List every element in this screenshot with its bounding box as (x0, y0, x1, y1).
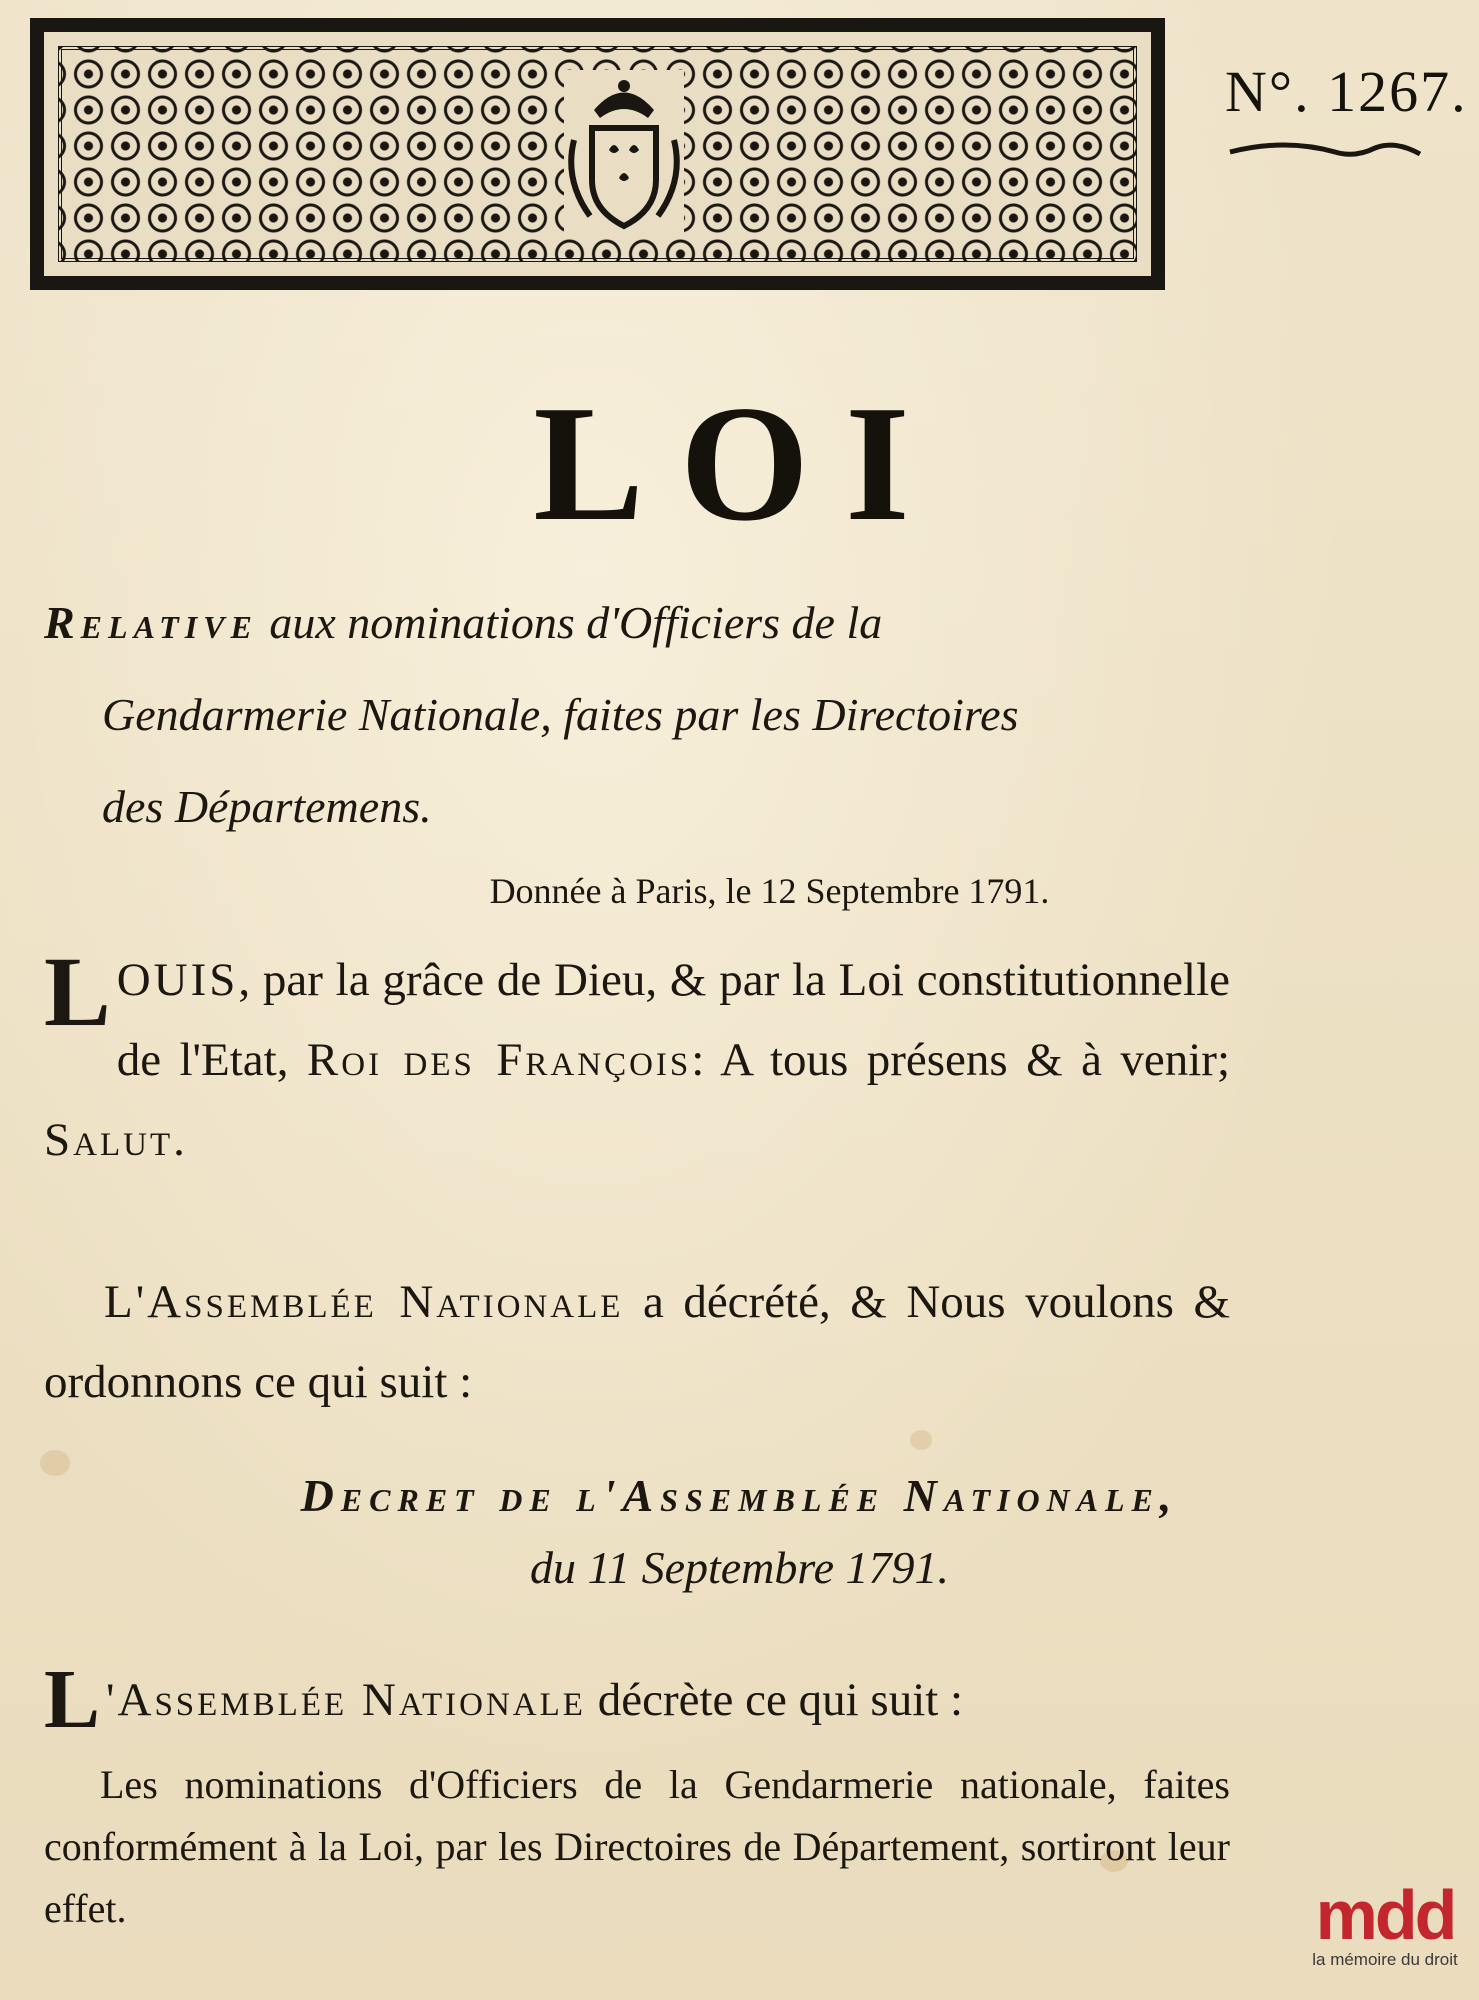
decret-heading-line-1: Decret de l'Assemblée Nationale, (300, 1470, 1179, 1521)
article-paragraph: Les nominations d'Officiers de la Gendarmerie nationale, faites conformément à la Loi, par les Directoires de Département, sortiront leur effet. (44, 1762, 1230, 1931)
subtitle-line-2: Gendarmerie Nationale, faites par les Directoires (102, 689, 1019, 740)
preamble-text-1: , par la grâce de Dieu, & par la Loi constitutionnelle de l'Etat, (116, 954, 1230, 1086)
king-name: OUIS (116, 954, 239, 1006)
decret-heading (0, 1460, 1479, 1604)
assembly-name: 'Assemblée Nationale (106, 1674, 586, 1726)
dropcap: L (44, 1653, 101, 1746)
salut: Salut. (44, 1114, 188, 1166)
ornamental-header-band (30, 18, 1165, 290)
subtitle-line1-rest: aux nominations d'Officiers de la (269, 597, 883, 648)
decree-intro-paragraph (44, 1262, 1230, 1422)
decree-body-text: décrète ce qui suit : (597, 1674, 964, 1726)
royal-title: Roi des François (306, 1034, 692, 1086)
dropcap: L (44, 936, 111, 1047)
date-line: Donnée à Paris, le 12 Septembre 1791. (489, 871, 1050, 911)
subtitle (44, 577, 1234, 853)
logo-mark: mdd (1315, 1876, 1455, 1954)
decret-heading-line-2: du 11 Septembre 1791. (529, 1542, 950, 1593)
decree-body-paragraph (44, 1653, 1230, 1746)
document-number: N°. 1267. (1225, 59, 1468, 124)
subtitle-line-3: des Départemens. (102, 781, 432, 832)
preamble-paragraph (44, 936, 1231, 1180)
page-title: LOI (533, 371, 946, 555)
mdd-logo (1300, 1876, 1470, 1990)
subtitle-lead: Relative (44, 597, 258, 648)
decree-intro-text: a décrété, & Nous voulons & ordonnons ce qui suit : (44, 1276, 1230, 1408)
paper-stain (910, 1430, 932, 1450)
subtitle-line-1 (44, 577, 1234, 669)
flourish-icon (1225, 130, 1425, 170)
crest-graphic (564, 70, 684, 238)
logo-tagline: la mémoire du droit (1312, 1950, 1458, 1969)
royal-crest-icon (564, 70, 684, 238)
preamble-text-2: : A tous présens & à venir; (691, 1034, 1231, 1086)
assembly-name: L'Assemblée Nationale (104, 1276, 624, 1328)
